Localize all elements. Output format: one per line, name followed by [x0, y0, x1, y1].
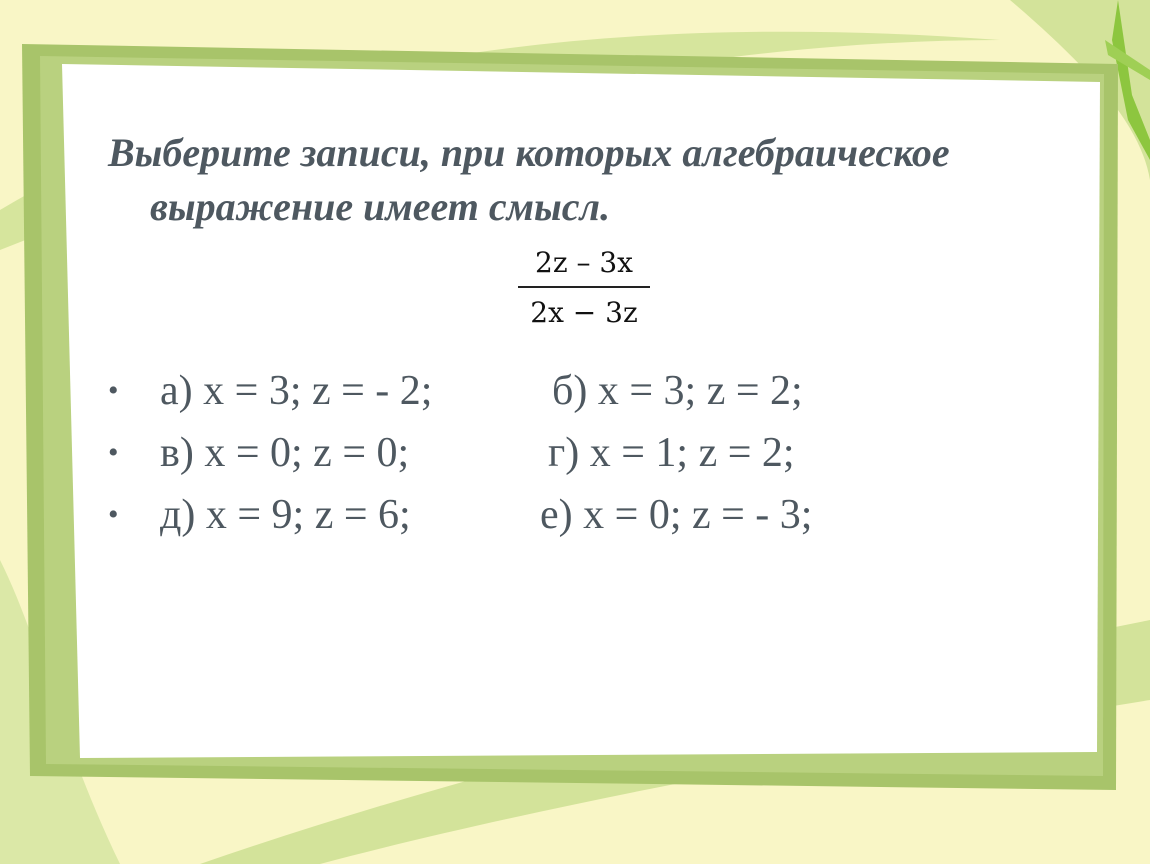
slide-title [108, 126, 1088, 234]
title-line-2: выражение имеет смысл. [150, 184, 611, 229]
bullet-icon: • [108, 498, 119, 531]
option-v: в) x = 0; z = 0; [160, 430, 410, 476]
option-d: д) x = 9; z = 6; [160, 492, 411, 538]
option-row [108, 360, 1008, 422]
bullet-icon: • [108, 436, 119, 469]
option-row [108, 422, 1008, 484]
fraction-numerator: 2z – 3x [518, 244, 650, 288]
option-b: б) x = 3; z = 2; [552, 368, 803, 414]
title-line-1: Выберите записи, при которых алгебраическое [108, 130, 950, 175]
option-row [108, 484, 1008, 546]
bullet-icon: • [108, 374, 119, 407]
algebraic-fraction [518, 244, 650, 332]
option-g: г) x = 1; z = 2; [548, 430, 795, 476]
answer-options [108, 360, 1008, 546]
option-a: а) x = 3; z = - 2; [160, 368, 433, 414]
option-e: е) x = 0; z = - 3; [540, 492, 813, 538]
fraction-denominator: 2x − 3z [530, 296, 638, 329]
